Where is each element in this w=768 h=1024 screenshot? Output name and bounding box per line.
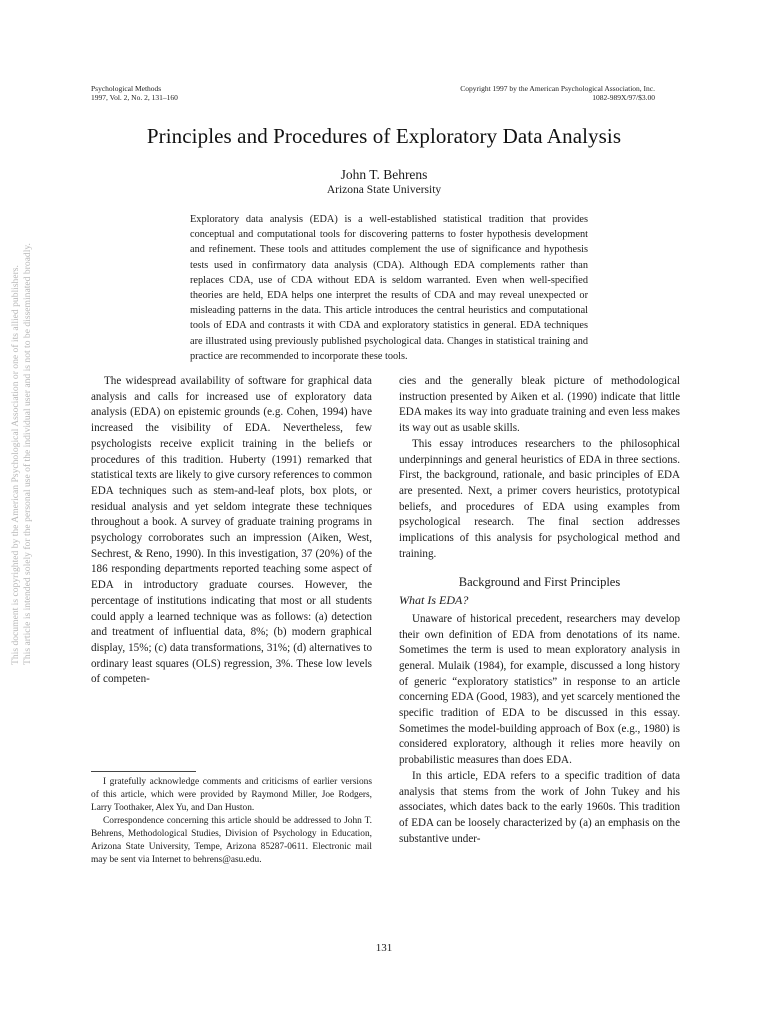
footnote-divider (91, 771, 196, 772)
body-paragraph-continuation: cies and the generally bleak picture of methodological instruction presented by Aiken et al. (1990) indicate that little EDA makes its way into graduate training and even less makes its way out as usable skills. (399, 375, 680, 435)
running-header-right (460, 84, 655, 102)
journal-issue: 1997, Vol. 2, No. 2, 131–160 (91, 93, 178, 102)
body-paragraph: Unaware of historical precedent, researchers may develop their own definition of EDA from denotations of its name. Sometimes the term is used to mean exploratory analysis in general. Mulaik (1984), for example, discussed a long history of generic “exploratory statistics” in response to an article concerning EDA (Good, 1983), and yet scarcely mentioned the specific tradition of EDA to be discussed in this essay. Sometimes the model-building approach of Box (e.g., 1980) is considered exploratory, although it relies more heavily on probabilistic measures than does EDA. (399, 612, 680, 767)
copyright-line: Copyright 1997 by the American Psychological Association, Inc. (460, 84, 655, 93)
correspondence-note: Correspondence concerning this article should be addressed to John T. Behrens, Methodological Studies, Division of Psychology in Education, Arizona State University, Tempe, Arizona 85287-0611. Electronic mail may be sent via Internet to behrens@asu.edu. (91, 816, 372, 865)
author-name: John T. Behrens (340, 167, 428, 182)
running-header-left (91, 84, 178, 102)
right-column (399, 374, 680, 847)
subsection-heading: What Is EDA? (399, 593, 469, 608)
abstract: Exploratory data analysis (EDA) is a well-established statistical tradition that provides conceptual and computational tools for discovering patterns to foster hypothesis development and refinement. These tools and attitudes complement the use of significance and hypothesis tests used in confirmatory data analysis (CDA). Although EDA complements rather than replaces CDA, use of CDA without EDA is seldom warranted. Even when well-specified theories are held, EDA helps one interpret the results of CDA and may reveal unexpected or misleading patterns in the data. This article introduces the central heuristics and computational tools of EDA and contrasts it with CDA and exploratory statistics in general. EDA techniques are illustrated using previously published psychological data. Changes in statistical training and practice are recommended to incorporate these tools. (190, 214, 588, 362)
left-column (91, 374, 372, 688)
body-paragraph: This essay introduces researchers to the philosophical underpinnings and general heuristics of EDA in three sections. First, the background, rationale, and basic principles of EDA are presented. Next, a primer covers heuristics, prototypical beliefs, and procedures of EDA using examples from psychological research. The final section addresses implications of this analysis for psychological method and training. (399, 437, 680, 560)
usage-watermark: This article is intended solely for the personal use of the individual user and is not to be disseminated broadly. (22, 243, 33, 665)
section-heading: Background and First Principles (458, 575, 621, 590)
journal-name: Psychological Methods (91, 84, 162, 93)
copyright-watermark: This document is copyrighted by the American Psychological Association or one of its allied publishers. (10, 265, 21, 665)
body-paragraph: The widespread availability of software for graphical data analysis and calls for increased use of exploratory data analysis (EDA) on epistemic grounds (e.g. Cohen, 1994) have increased the visibility of EDA. Nevertheless, few psychologists receive explicit training in the beliefs or procedures of this tradition. Huberty (1991) remarked that statistical texts are likely to give cursory references to common EDA techniques such as stem-and-leaf plots, box plots, or residual analysis and yet seldom integrate these techniques throughout a book. A survey of graduate training programs in psychology corroborates such an impression (Aiken, West, Sechrest, & Reno, 1990). In this investigation, 37 (20%) of the 186 responding departments reported teaching some aspect of EDA in introductory graduate courses. However, the percentage of institutions indicating that most or all students could apply a learned technique was as follows: (a) detection and treatment of influential data, 8%; (b) modern graphical display, 15%; (c) data transformations, 31%; (d) alternatives to ordinary least squares (OLS) regression, 3%. These low levels of competen- (91, 375, 372, 686)
acknowledgment-note: I gratefully acknowledge comments and criticisms of earlier versions of this article, which were provided by Raymond Miller, Joe Rodgers, Larry Toothaker, Alex Yu, and Dan Huston. (91, 777, 372, 813)
article-code: 1082-989X/97/$3.00 (592, 93, 655, 102)
author-affiliation: Arizona State University (326, 184, 442, 196)
footnotes (91, 776, 372, 867)
page-number: 131 (375, 942, 393, 954)
article-title: Principles and Procedures of Exploratory Data Analysis (146, 124, 622, 148)
body-paragraph: In this article, EDA refers to a specific tradition of data analysis that stems from the work of John Tukey and his associates, which dates back to the early 1960s. This tradition of EDA can be loosely characterized by (a) an emphasis on the substantive under- (399, 769, 680, 845)
